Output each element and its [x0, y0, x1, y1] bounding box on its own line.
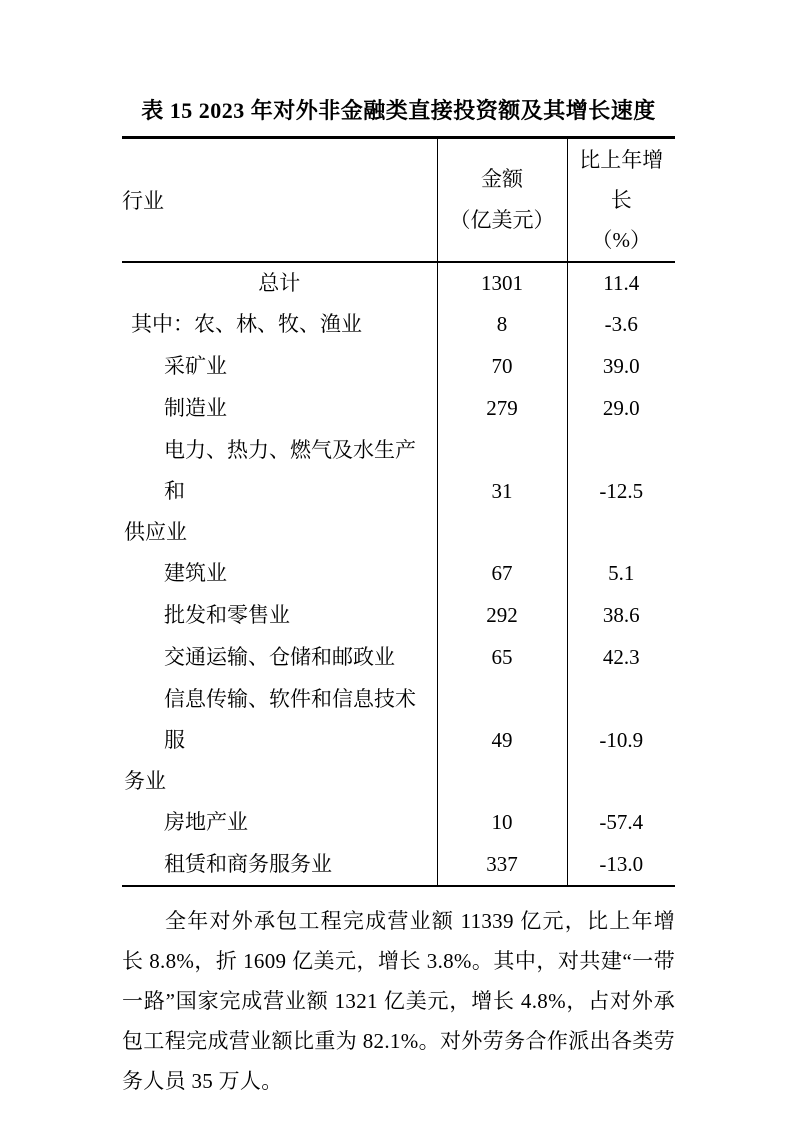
table-row	[122, 844, 675, 886]
column-header-amount: 金额 （亿美元）	[437, 138, 567, 262]
table-row	[122, 637, 675, 679]
table-row	[122, 346, 675, 388]
page-content	[122, 97, 675, 1101]
investment-table	[122, 136, 675, 887]
amount-cell: 10	[437, 802, 567, 844]
table-row	[122, 553, 675, 595]
amount-cell: 31	[437, 430, 567, 553]
amount-cell: 49	[437, 679, 567, 802]
industry-cell: 批发和零售业	[164, 603, 290, 627]
table-title: 表 15 2023 年对外非金融类直接投资额及其增长速度	[141, 98, 656, 123]
amount-cell: 1301	[437, 262, 567, 304]
industry-cell: 电力、热力、燃气及水生产和 供应业	[124, 437, 416, 544]
growth-cell: 29.0	[567, 388, 675, 430]
body-paragraph: 全年对外承包工程完成营业额 11339 亿元，比上年增长 8.8%，折 1609 亿美元，增长 3.8%。其中，对共建“一带一路”国家完成营业额 1321 亿美元，增长 4.8%，占对外承包工程完成营业额比重为 82.1%。对外劳务合作派出各类劳务人员 35 万人。	[122, 908, 675, 1093]
industry-cell: 交通运输、仓储和邮政业	[164, 645, 395, 669]
growth-cell: -3.6	[567, 304, 675, 346]
table-row	[122, 304, 675, 346]
amount-cell: 67	[437, 553, 567, 595]
industry-cell: 信息传输、软件和信息技术服 务业	[124, 686, 416, 793]
amount-cell: 279	[437, 388, 567, 430]
industry-cell: 建筑业	[164, 561, 227, 585]
growth-cell: -57.4	[567, 802, 675, 844]
growth-cell: -12.5	[567, 430, 675, 553]
amount-cell: 70	[437, 346, 567, 388]
industry-cell: 其中：农、林、牧、渔业	[131, 312, 362, 336]
column-header-industry: 行业	[122, 138, 437, 262]
amount-cell: 292	[437, 595, 567, 637]
growth-cell: -10.9	[567, 679, 675, 802]
industry-cell: 总计	[258, 270, 301, 295]
table-row	[122, 262, 675, 304]
column-header-growth: 比上年增 长 （%）	[567, 138, 675, 262]
amount-cell: 65	[437, 637, 567, 679]
table-header-row	[122, 138, 675, 262]
table-row	[122, 679, 675, 802]
growth-cell: 38.6	[567, 595, 675, 637]
table-row	[122, 388, 675, 430]
industry-cell: 房地产业	[164, 810, 248, 834]
amount-cell: 337	[437, 844, 567, 886]
growth-cell: 11.4	[567, 262, 675, 304]
amount-cell: 8	[437, 304, 567, 346]
table-row	[122, 802, 675, 844]
table-row	[122, 430, 675, 553]
growth-cell: -13.0	[567, 844, 675, 886]
table-row	[122, 595, 675, 637]
growth-cell: 39.0	[567, 346, 675, 388]
industry-cell: 制造业	[164, 396, 227, 420]
industry-cell: 采矿业	[164, 354, 227, 378]
industry-cell: 租赁和商务服务业	[164, 851, 332, 876]
growth-cell: 42.3	[567, 637, 675, 679]
growth-cell: 5.1	[567, 553, 675, 595]
